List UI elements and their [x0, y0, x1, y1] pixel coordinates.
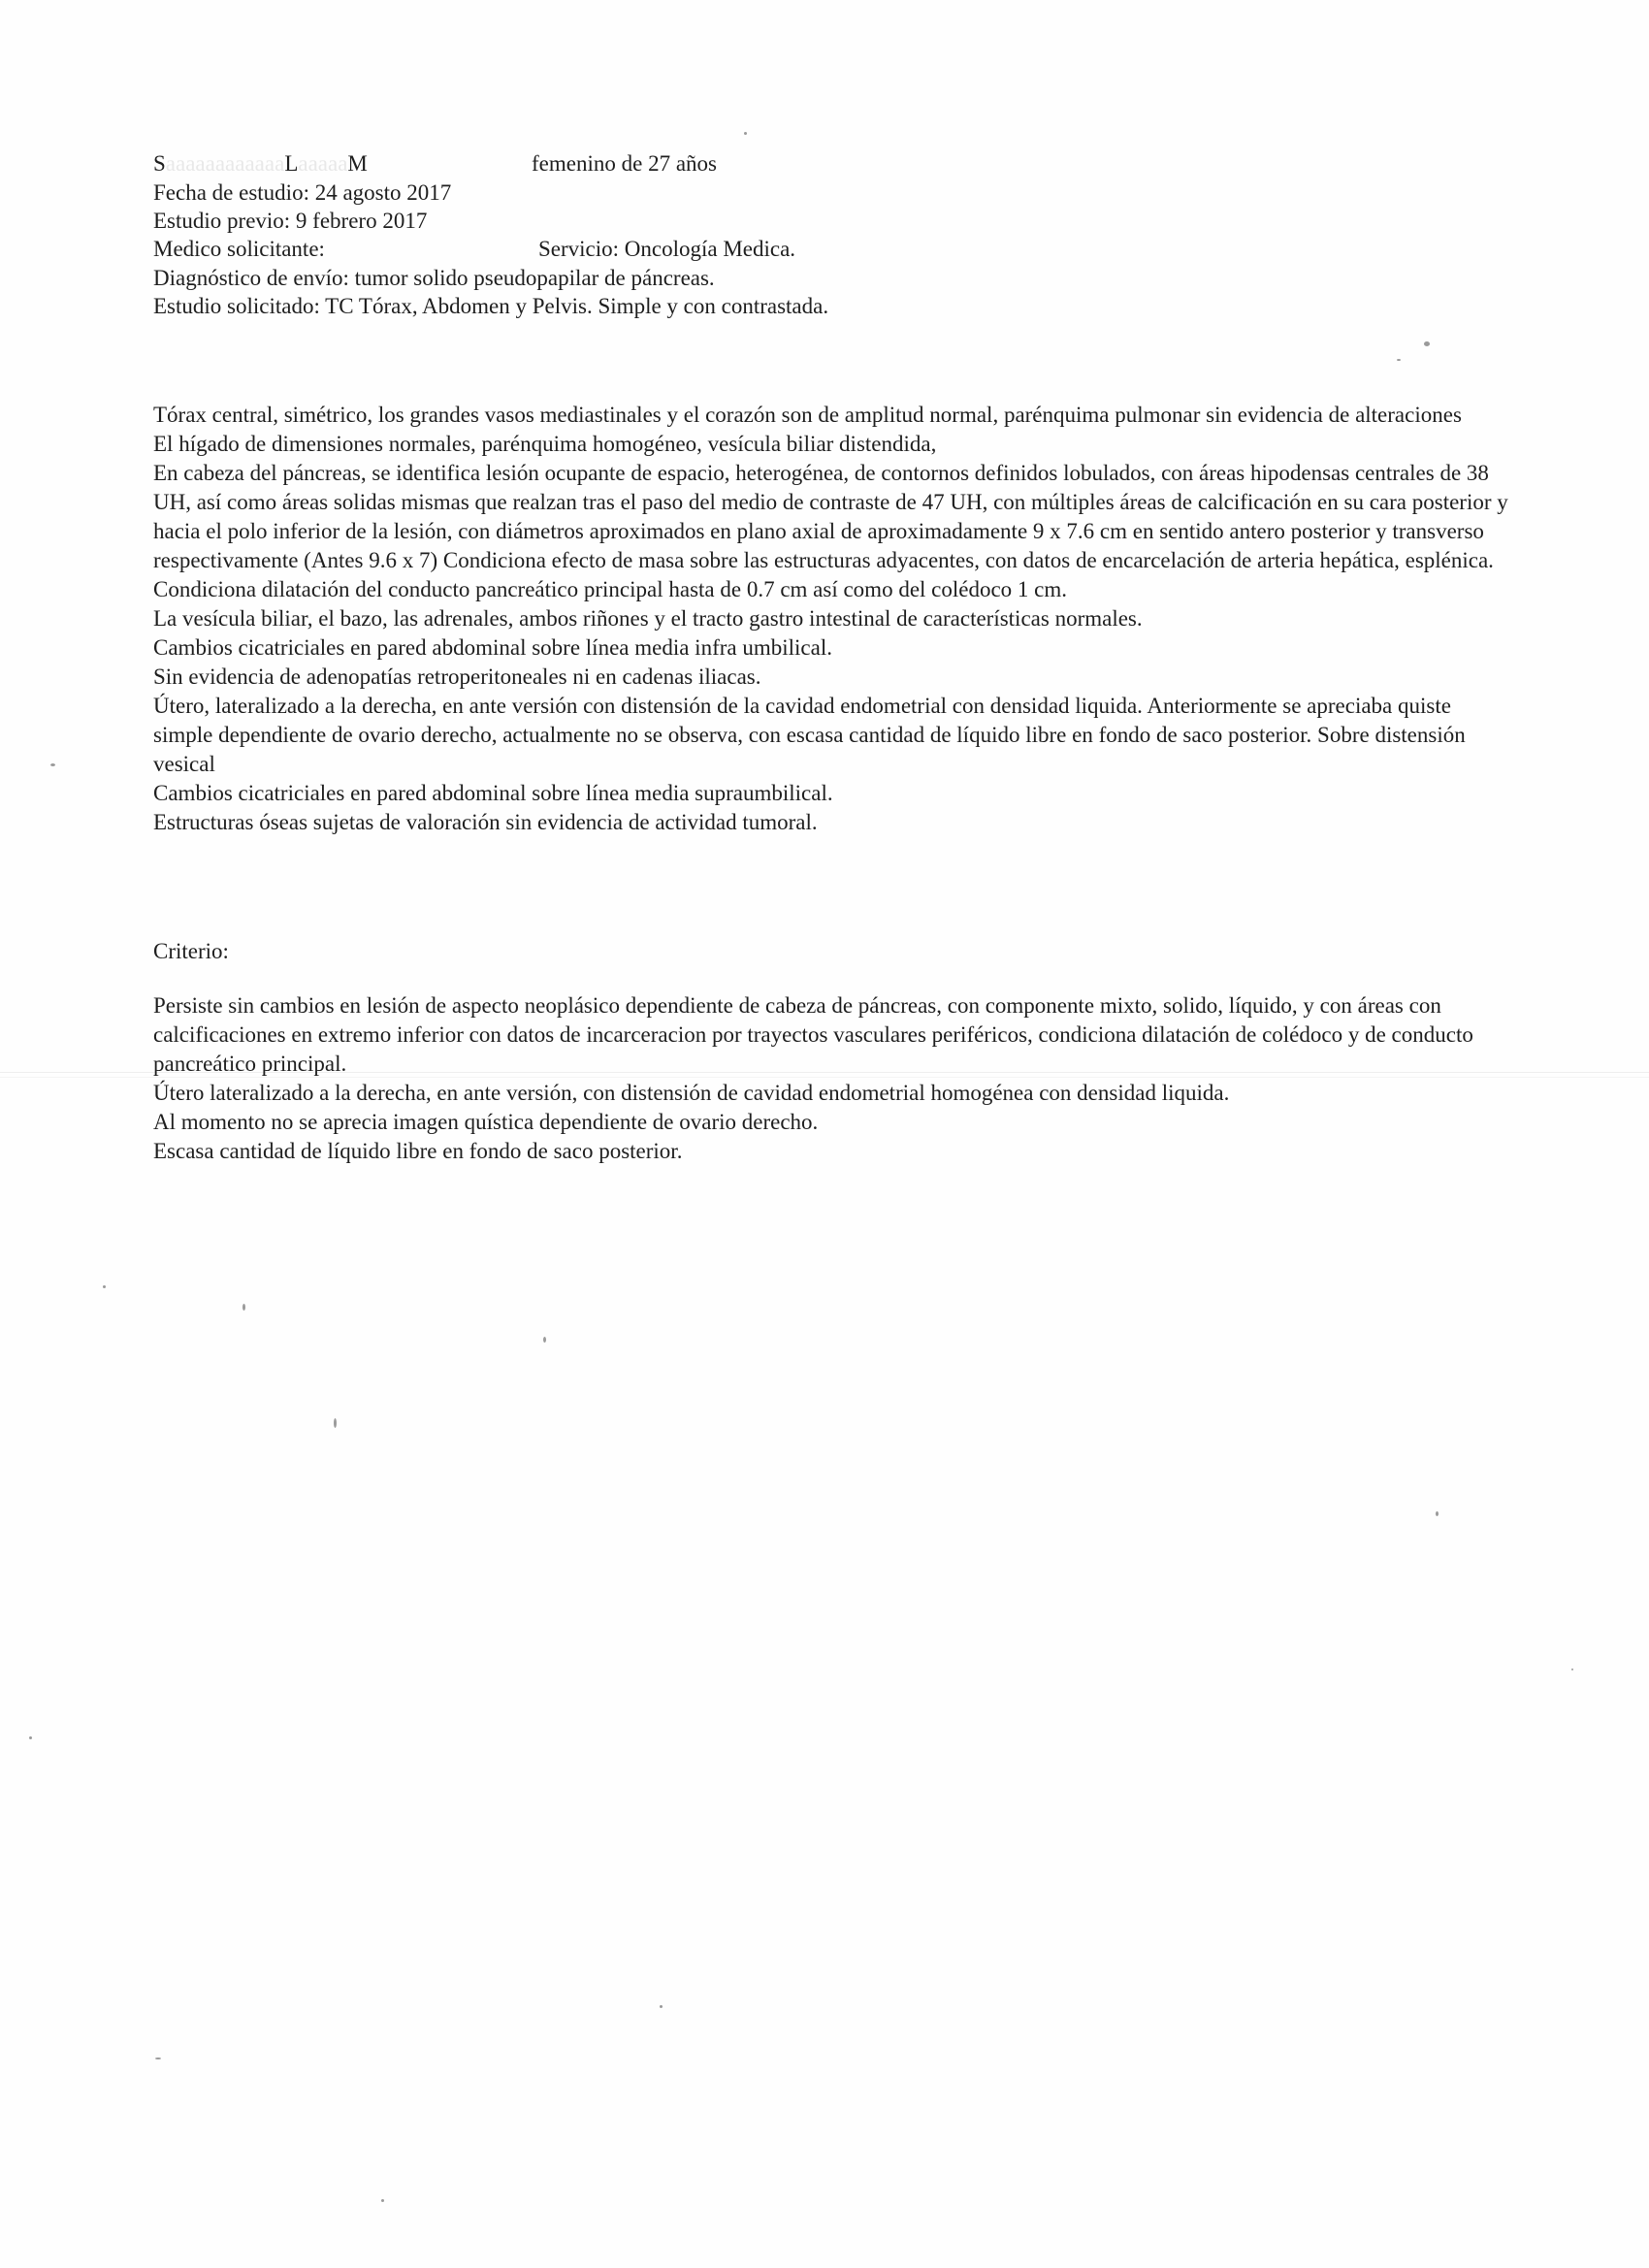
finding-paragraph: En cabeza del páncreas, se identifica lesión ocupante de espacio, heterogénea, de contornos definidos lobulados, con áreas hipodensas centrales de 38 UH, así como áreas solidas mismas que realzan tras el paso del medio de contraste de 47 UH, con múltiples áreas de calcificación en su cara posterior y hacia el polo inferior de la lesión, con diámetros aproximados en plano axial de aproximadamente 9 x 7.6 cm en sentido antero posterior y transverso respectivamente (Antes 9.6 x 7) Condiciona efecto de masa sobre las estructuras adyacentes, con datos de encarcelación de arteria hepática, esplénica. Condiciona dilatación del conducto pancreático principal hasta de 0.7 cm así como del colédoco 1 cm.: [153, 461, 1508, 601]
finding-paragraph: Tórax central, simétrico, los grandes vasos mediastinales y el corazón son de amplitud normal, parénquima pulmonar sin evidencia de alteraciones: [153, 403, 1462, 427]
patient-sex-age: femenino de 27 años: [532, 151, 717, 176]
patient-initial: S: [153, 151, 166, 176]
scan-speck: [543, 1337, 546, 1343]
criteria-heading: Criterio:: [153, 939, 229, 963]
requested-study: Estudio solicitado: TC Tórax, Abdomen y Pelvis. Simple y con contrastada.: [153, 294, 829, 318]
criteria-paragraph: Escasa cantidad de líquido libre en fondo de saco posterior.: [153, 1139, 683, 1163]
scan-speck: [242, 1304, 245, 1311]
patient-initial: L: [284, 151, 299, 176]
scan-speck: [155, 2057, 161, 2059]
referral-diagnosis: Diagnóstico de envío: tumor solido pseudopapilar de páncreas.: [153, 266, 715, 290]
findings-section: [153, 401, 1511, 837]
redacted-text: aaaaaaaaaaaa: [165, 151, 285, 176]
scan-speck: [1436, 1511, 1439, 1516]
scan-speck: [1397, 359, 1401, 361]
finding-paragraph: La vesícula biliar, el bazo, las adrenales, ambos riñones y el tracto gastro intestinal de características normales.: [153, 606, 1143, 631]
previous-study: Estudio previo: 9 febrero 2017: [153, 209, 428, 233]
scan-speck: [660, 2005, 663, 2008]
scan-speck: [1424, 341, 1430, 346]
scan-speck: [744, 132, 747, 135]
finding-paragraph: El hígado de dimensiones normales, parénquima homogéneo, vesícula biliar distendida,: [153, 432, 937, 456]
scan-speck: [29, 1736, 32, 1739]
finding-paragraph: Cambios cicatriciales en pared abdominal sobre línea media supraumbilical.: [153, 781, 833, 805]
study-date: Fecha de estudio: 24 agosto 2017: [153, 180, 452, 205]
criteria-paragraph: Útero lateralizado a la derecha, en ante versión, con distensión de cavidad endometrial homogénea con densidad liquida.: [153, 1081, 1230, 1105]
requesting-doctor: Medico solicitante:: [153, 237, 325, 261]
scan-speck: [103, 1285, 106, 1288]
criteria-section: [153, 991, 1511, 1166]
redacted-text: aaaaa: [298, 151, 348, 176]
scan-speck: [334, 1418, 337, 1428]
finding-paragraph: Cambios cicatriciales en pared abdominal sobre línea media infra umbilical.: [153, 635, 832, 660]
criteria-paragraph: Persiste sin cambios en lesión de aspecto neoplásico dependiente de cabeza de páncreas, con componente mixto, solido, líquido, y con áreas con calcificaciones en extremo inferior con datos de incarceracion por trayectos vasculares periféricos, condiciona dilatación de colédoco y de conducto pancreático principal.: [153, 993, 1473, 1076]
patient-initial: M: [347, 151, 368, 176]
finding-paragraph: Útero, lateralizado a la derecha, en ante versión con distensión de la cavidad endometrial con densidad liquida. Anteriormente se apreciaba quiste simple dependiente de ovario derecho, actualmente no se observa, con escasa cantidad de líquido libre en fondo de saco posterior. Sobre distensión vesical: [153, 694, 1466, 776]
scan-speck: [381, 2199, 384, 2202]
service: Servicio: Oncología Medica.: [538, 237, 796, 261]
scan-speck: [1571, 1669, 1573, 1670]
scan-speck: [50, 763, 55, 766]
finding-paragraph: Sin evidencia de adenopatías retroperitoneales ni en cadenas iliacas.: [153, 664, 761, 689]
criteria-paragraph: Al momento no se aprecia imagen quística dependiente de ovario derecho.: [153, 1110, 819, 1134]
patient-name-line: [153, 149, 368, 178]
finding-paragraph: Estructuras óseas sujetas de valoración sin evidencia de actividad tumoral.: [153, 810, 818, 834]
